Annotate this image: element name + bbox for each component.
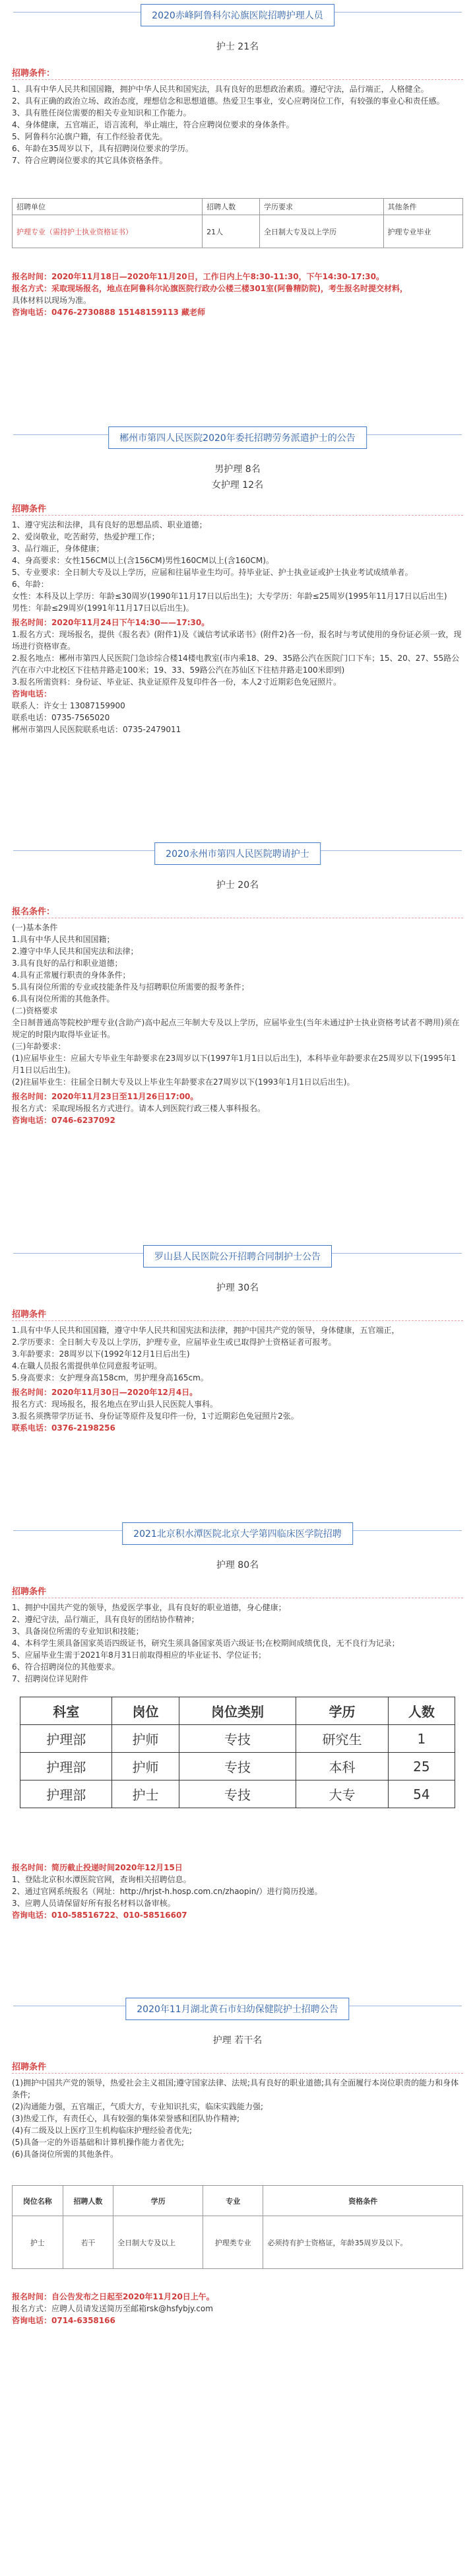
positions-table <box>12 2185 463 2269</box>
consult-phone: 咨询电话：0714-6358166 <box>12 2316 115 2325</box>
apply-time: 报名时间：2020年11月23日至11月26日17:00。 <box>12 1092 199 1101</box>
apply-time: 报名时间：自公告发布之日起至2020年11月20日上午。 <box>12 2292 214 2301</box>
requirements-label: 招聘条件： <box>12 69 55 79</box>
contact-phone: 联系电话：0735-7565020 <box>12 713 110 722</box>
table-cell: 护理部 <box>20 1753 112 1780</box>
req-item: (一)基本条件 <box>12 923 58 932</box>
req-item: 4、身高要求：女性156CM以上(含156CM)男性160CM以上(含160CM)。 <box>12 556 274 565</box>
position-line: 护士 20名 <box>216 880 259 891</box>
req-item: (1)拥护中国共产党的领导，热爱社会主义祖国;遵守国家法律、法规;具有良好的职业道德;具有全面履行本岗位职责的能力和身体条件; <box>12 2078 459 2099</box>
table-header-cell: 招聘人数 <box>203 199 260 215</box>
req-item: 6、年龄在35周岁以下，具有招聘岗位要求的学历。 <box>12 144 193 153</box>
table-cell: 全日制大专及以上 <box>113 2216 203 2269</box>
way-item: 1、登陆北京积水潭医院官网，查询相关招聘信息。 <box>12 1875 191 1884</box>
section-3 <box>0 838 475 1235</box>
positions-table <box>20 1697 455 1808</box>
table-header-cell: 科室 <box>20 1697 112 1725</box>
section-5 <box>0 1518 475 1994</box>
table-header-cell: 招聘人数 <box>63 2186 113 2216</box>
way-item: 3、应聘人员请保留好所有报名材料以备审核。 <box>12 1899 175 1908</box>
req-item: 女性：本科及以上学历：年龄≤30周岁(1990年11月17日以后出生)；大专学历：年龄≤25周岁(1995年11月17日以后出生) <box>12 592 447 601</box>
requirements-block <box>12 1584 463 1683</box>
req-item: 3、具备岗位所需的专业知识和技能； <box>12 1627 144 1636</box>
section-title: 2020年11月湖北黄石市妇幼保健院护士招聘公告 <box>125 1998 349 2020</box>
table-cell: 专技 <box>179 1780 296 1808</box>
position-line: 女护理 12名 <box>211 480 264 491</box>
table-header-cell: 资格条件 <box>263 2186 463 2216</box>
position-line: 护理 30名 <box>216 1283 259 1293</box>
position-line: 男护理 8名 <box>214 464 261 475</box>
consult-phone: 咨询电话：010-58516722、010-58516607 <box>12 1911 187 1920</box>
req-item: 4.具有正常履行职责的身体条件； <box>12 970 131 980</box>
apply-way: 报名方式：现场报名，报名地点在罗山县人民医院人事科。 <box>12 1400 218 1409</box>
req-item: 3.具有良好的品行和职业道德； <box>12 959 123 968</box>
apply-place: 报名方式：采取现场报名，地点在阿鲁科尔沁旗医院行政办公楼三楼301室(阿鲁精防院)，考生报名时提交材料， <box>12 284 408 293</box>
table-row <box>20 1780 455 1808</box>
application-info <box>12 2291 463 2326</box>
table-cell: 护师 <box>112 1753 179 1780</box>
req-item: 4.在職人员报名需提供单位同意报考证明。 <box>12 1361 162 1371</box>
requirements-block <box>12 1307 463 1433</box>
req-item: 6、符合招聘岗位的其他要求。 <box>12 1662 120 1672</box>
table-cell: 护师 <box>112 1725 179 1753</box>
table-row <box>20 1725 455 1753</box>
table-cell: 护理部 <box>20 1780 112 1808</box>
table-header-cell: 学历 <box>113 2186 203 2216</box>
req-item: (4)有二级及以上医疗卫生机构临床护理经验者优先; <box>12 2126 193 2135</box>
req-item: 2、遵纪守法，品行端正，具有良好的团结协作精神； <box>12 1615 199 1624</box>
position-line: 护士 21名 <box>216 42 259 52</box>
req-item: 4、身体健康，五官端正，语言流利，举止端庄，符合应聘岗位要求的身体条件。 <box>12 120 294 129</box>
req-item: 5、应届毕业生需于2021年8月31日前取得相应的毕业证书、学位证书； <box>12 1650 267 1660</box>
apply-extra: 3.报名须携带学历证书、身份证等原件及复印件一份，1寸近期彩色免冠照片2张。 <box>12 1411 299 1421</box>
position-line: 护理 80名 <box>216 1560 259 1571</box>
apply-way: 报名方式：采取现场报名方式进行。请本人到医院行政三楼人事科报名。 <box>12 1104 266 1113</box>
req-item: 2.学历要求：全日制大专及以上学历，护理专业，应届毕业生或已取得护士资格证者可报考。 <box>12 1338 336 1347</box>
application-info <box>12 271 463 318</box>
section-title: 2020永州市第四人民医院聘请护士 <box>154 842 321 865</box>
apply-time: 报名时间：2020年11月30日—2020年12月4日。 <box>12 1388 198 1397</box>
req-item: 男性：年龄≤29周岁(1991年11月17日以后出生)。 <box>12 603 194 613</box>
requirements-label: 招聘条件 <box>12 504 47 514</box>
req-item: (3)热爱工作，有责任心，具有较强的集体荣誉感和团队协作精神; <box>12 2114 240 2123</box>
req-item: 5.具有岗位所需的专业或技能条件及与招聘职位所需要的报考条件； <box>12 982 249 992</box>
table-cell: 护士 <box>13 2216 63 2269</box>
table-cell: 必须持有护士资格证，年龄35周岁及以下。 <box>263 2216 463 2269</box>
requirements-label: 招聘条件 <box>12 1587 47 1597</box>
section-6 <box>0 1994 475 2575</box>
table-cell: 护理类专业 <box>203 2216 263 2269</box>
table-header-cell: 专业 <box>203 2186 263 2216</box>
table-header-cell: 学历 <box>296 1697 388 1725</box>
section-title: 2020赤峰阿鲁科尔沁旗医院招聘护理人员 <box>141 4 334 26</box>
table-cell: 大专 <box>296 1780 388 1808</box>
table-header-cell: 岗位 <box>112 1697 179 1725</box>
way-item: 3.报名所需资料：身份证、毕业证、执业证原件及复印件各一份，本人2寸近期彩色免冠照片。 <box>12 677 342 687</box>
label-divider <box>12 515 463 516</box>
hospital-phone: 郴州市第四人民医院联系电话：0735-2479011 <box>12 725 181 734</box>
req-item: (2)沟通能力强，五官端正，气质大方，专业知识扎实，临床实践能力强; <box>12 2102 264 2111</box>
req-item: 2、具有正确的政治立场、政治态度，理想信念和思想道德。热爱卫生事业，安心应聘岗位工作，有较强的事业心和责任感。 <box>12 96 445 106</box>
requirements-block <box>12 502 463 734</box>
apply-way: 报名方式：应聘人员请发送简历至邮箱rsk@hsfybjy.com <box>12 2304 213 2313</box>
req-item: 2、爱岗敬业，吃苦耐劳，热爱护理工作； <box>12 532 160 541</box>
req-item: 1、遵守宪法和法律，具有良好的思想品质、职业道德； <box>12 520 207 529</box>
req-item: 4、本科学生须具备国家英语四级证书，研究生须具备国家英语六级证书;在校期间成绩优良，无不良行为记录； <box>12 1639 400 1648</box>
table-header-cell: 岗位名称 <box>13 2186 63 2216</box>
consult-phone: 咨询电话：0476-2730888 15148159113 藏老师 <box>12 308 206 317</box>
way-item: 2、通过官网系统报名（网址：http://hrjst-h.hosp.com.cn/zhaopin/）进行简历投递。 <box>12 1887 323 1896</box>
table-cell: 若干 <box>63 2216 113 2269</box>
application-info <box>12 1862 463 1921</box>
req-item: 6.具有岗位所需的其他条件。 <box>12 994 115 1003</box>
table-header-cell: 学历要求 <box>260 199 384 215</box>
req-item: 3.年龄要求：28周岁以下(1992年12月1日后出生) <box>12 1349 190 1359</box>
req-item: 1.具有中华人民共和国国籍； <box>12 935 115 944</box>
req-item: (5)具备一定的外语基础和计算机操作能力者优先; <box>12 2138 185 2147</box>
req-item: 5、专业要求：全日制大专及以上学历，应届和往届毕业生均可。持毕业证、护士执业证或护士执业考试成绩单者。 <box>12 568 413 577</box>
req-item: (6)具备岗位所需的其他条件。 <box>12 2150 118 2159</box>
table-cell: 全日制大专及以上学历 <box>260 215 384 248</box>
req-item: (二)资格要求 <box>12 1006 58 1015</box>
table-cell: 1 <box>388 1725 455 1753</box>
section-title: 郴州市第四人民医院2020年委托招聘劳务派遣护士的公告 <box>108 426 367 449</box>
req-item: 1、拥护中国共产党的领导，热爱医学事业，具有良好的职业道德，身心健康； <box>12 1603 286 1612</box>
requirements-label: 报名条件： <box>12 907 55 917</box>
apply-time: 报名时间：2020年11月18日—2020年11月20日，工作日内上午8:30-11:30，下午14:30-17:30。 <box>12 272 384 281</box>
table-cell: 护士 <box>112 1780 179 1808</box>
req-item: 5、阿鲁科尔沁旗户籍，有工作经验者优先。 <box>12 132 168 141</box>
table-header-cell: 岗位类别 <box>179 1697 296 1725</box>
consult-phone: 联系电话：0376-2198256 <box>12 1423 115 1433</box>
section-2 <box>0 423 475 832</box>
req-item: 6、年龄： <box>12 580 49 589</box>
apply-place-note: 具体材料以现场为准。 <box>12 296 92 305</box>
consult-label: 咨询电话： <box>12 689 52 698</box>
section-1 <box>0 0 475 423</box>
requirements-block <box>12 904 463 1125</box>
table-header-cell: 其他条件 <box>383 199 462 215</box>
req-item: 全日制普通高等院校护理专业(含助产)高中起点三年制大专及以上学历，应届毕业生(当年未通过护士执业资格考试者不聘用)须在规定的时限内取得毕业证书。 <box>12 1018 460 1039</box>
section-title: 2021北京积水潭医院北京大学第四临床医学院招聘 <box>122 1522 353 1545</box>
table-cell: 54 <box>388 1780 455 1808</box>
requirements-label: 招聘条件 <box>12 1310 47 1320</box>
apply-time: 报名时间：2020年11月24日下午14:30——17:30。 <box>12 618 210 627</box>
table-row <box>20 1753 455 1780</box>
req-item: 3、品行端正，身体健康； <box>12 544 104 553</box>
section-4 <box>0 1241 475 1505</box>
label-divider <box>12 1320 463 1321</box>
req-item: 3、具有胜任岗位需要的相关专业知识和工作能力。 <box>12 108 191 118</box>
req-item: 7、符合应聘岗位要求的其它具体资格条件。 <box>12 156 168 165</box>
req-item: 2.遵守中华人民共和国宪法和法律； <box>12 947 139 956</box>
table-cell: 护理部 <box>20 1725 112 1753</box>
table-cell: 专技 <box>179 1753 296 1780</box>
way-item: 2.报名地点：郴州市第四人民医院门急诊综合楼14楼电教室(市内乘18、29、35路公汽在医院门口下车；15、20、27、55路公汽在市六中北校区下往桔井路走100米；19、33、59路公汽在苏仙区下往桔井路走100米即到) <box>12 654 460 675</box>
table-cell: 专技 <box>179 1725 296 1753</box>
label-divider <box>12 2073 463 2074</box>
req-item: (2)往届毕业生：往届全日制大专及以上毕业生年龄要求在27周岁以下(1993年1月1日以后出生)。 <box>12 1077 355 1087</box>
req-item: 5.身高要求：女护理身高158cm，男护理身高165cm。 <box>12 1373 208 1382</box>
table-cell: 25 <box>388 1753 455 1780</box>
table-header-cell: 人数 <box>388 1697 455 1725</box>
req-item: 1.具有中华人民共和国国籍，遵守中华人民共和国宪法和法律，拥护中国共产党的领导，身体健康，五官端正， <box>12 1326 400 1335</box>
label-divider <box>12 79 463 80</box>
way-item: 1.报名方式：现场报名，提供《报名表》(附件1)及《诚信考试承诺书》(附件2)各一份，报名时与考试使用的身份证必须一致，现场进行资格审查。 <box>12 630 462 651</box>
table-cell: 护理专业毕业 <box>383 215 462 248</box>
table-cell: 21人 <box>203 215 260 248</box>
deadline: 报名时间：简历截止投递时间2020年12月15日 <box>12 1863 183 1872</box>
table-header-cell: 招聘单位 <box>13 199 203 215</box>
contact-person: 联系人：许女士 13087159900 <box>12 701 125 710</box>
requirements-label: 招聘条件 <box>12 2062 47 2072</box>
req-item: 7、招聘岗位详见附件 <box>12 1674 88 1683</box>
requirements-block <box>12 2060 463 2159</box>
table-cell: 护理专业（需持护士执业资格证书） <box>13 215 203 248</box>
positions-table <box>12 198 463 248</box>
req-item: (1)应届毕业生：应届大专毕业生年龄要求在23周岁以下(1997年1月1日以后出生)，本科毕业年龄要求在25周岁以下(1995年1月1日以后出生)。 <box>12 1054 457 1075</box>
req-item: (三)年龄要求： <box>12 1042 66 1051</box>
requirements-block <box>12 66 463 165</box>
table-row <box>13 2216 463 2269</box>
section-title: 罗山县人民医院公开招聘合同制护士公告 <box>143 1245 332 1268</box>
table-cell: 研究生 <box>296 1725 388 1753</box>
position-line: 护理 若干名 <box>212 2035 263 2046</box>
req-item: 1、具有中华人民共和国国籍，拥护中华人民共和国宪法，具有良好的思想政治素质。遵纪守法，品行端正，人格健全。 <box>12 85 429 94</box>
table-cell: 本科 <box>296 1753 388 1780</box>
consult-phone: 咨询电话：0746-6237092 <box>12 1116 115 1125</box>
